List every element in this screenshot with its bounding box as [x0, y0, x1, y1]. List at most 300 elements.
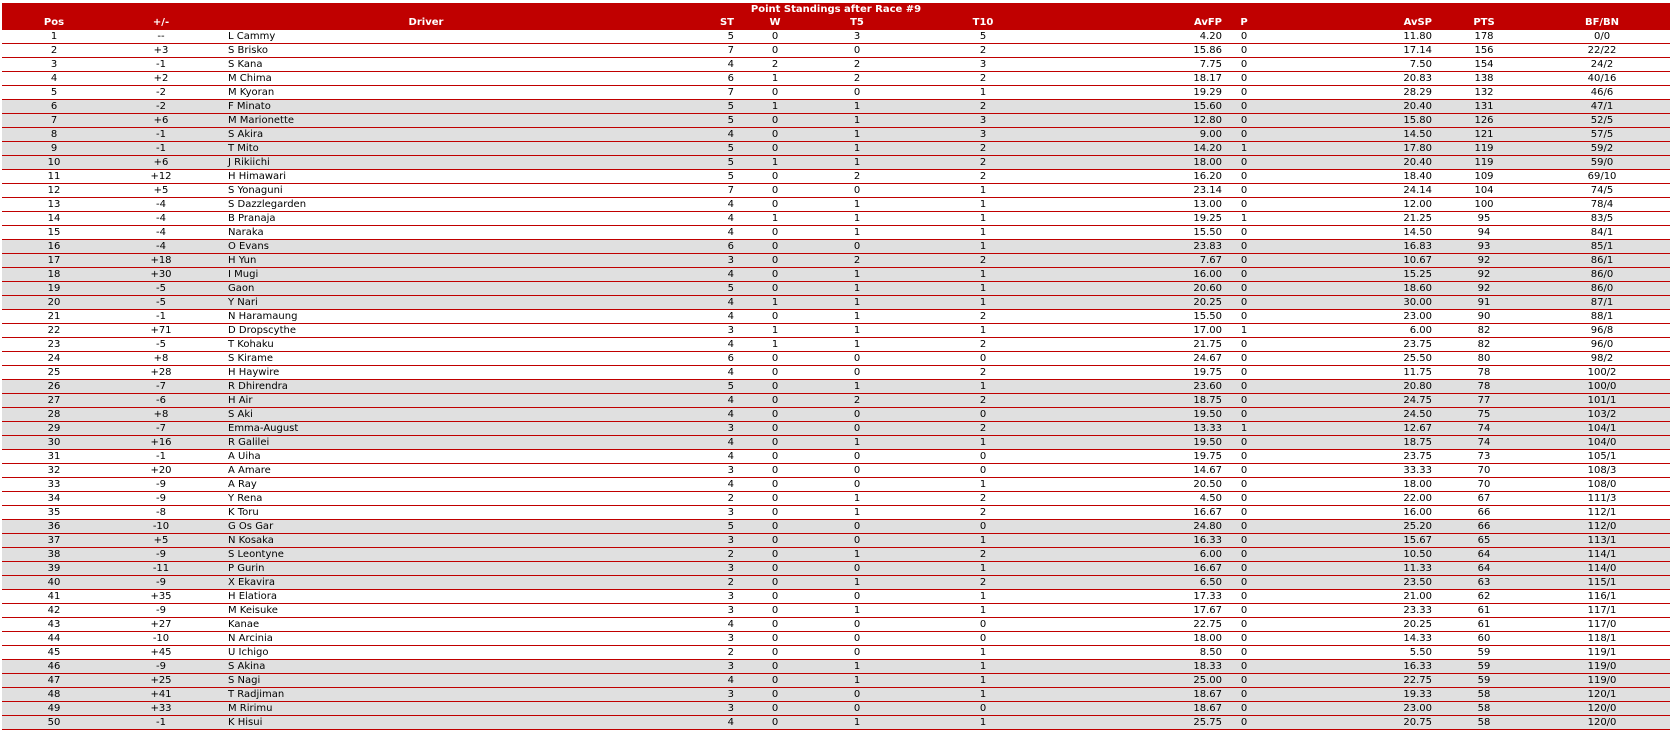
- pts-cell: 90: [1434, 310, 1534, 324]
- pts-cell: 80: [1434, 352, 1534, 366]
- avsp-cell: 17.80: [1264, 142, 1434, 156]
- st-cell: 7: [636, 184, 736, 198]
- st-cell: 4: [636, 268, 736, 282]
- top10-cell: 0: [900, 450, 1066, 464]
- top5-cell: 0: [814, 478, 900, 492]
- wins-cell: 1: [736, 156, 814, 170]
- poles-cell: 0: [1224, 492, 1264, 506]
- standings-body: [2, 3, 1670, 730]
- pts-cell: 77: [1434, 394, 1534, 408]
- pos-cell: 48: [2, 688, 106, 702]
- poles-cell: 0: [1224, 226, 1264, 240]
- bfbn-cell: 0/0: [1534, 30, 1670, 44]
- top5-cell: 0: [814, 464, 900, 478]
- top5-cell: 0: [814, 688, 900, 702]
- pts-cell: 132: [1434, 86, 1534, 100]
- avfp-cell: 18.33: [1066, 660, 1224, 674]
- top5-cell: 1: [814, 674, 900, 688]
- top10-cell: 0: [900, 352, 1066, 366]
- avfp-cell: 14.67: [1066, 464, 1224, 478]
- pts-cell: 58: [1434, 702, 1534, 716]
- bfbn-cell: 52/5: [1534, 114, 1670, 128]
- top10-cell: 2: [900, 72, 1066, 86]
- top10-cell: 1: [900, 380, 1066, 394]
- avsp-cell: 10.50: [1264, 548, 1434, 562]
- avfp-cell: 18.00: [1066, 156, 1224, 170]
- avfp-cell: 15.50: [1066, 226, 1224, 240]
- bfbn-cell: 108/3: [1534, 464, 1670, 478]
- pts-cell: 78: [1434, 366, 1534, 380]
- top10-cell: 1: [900, 226, 1066, 240]
- table-row: [2, 604, 1670, 618]
- change-cell: -9: [106, 548, 216, 562]
- column-header-w: W: [736, 16, 814, 30]
- avsp-cell: 21.25: [1264, 212, 1434, 226]
- bfbn-cell: 85/1: [1534, 240, 1670, 254]
- top5-cell: 0: [814, 44, 900, 58]
- poles-cell: 0: [1224, 716, 1264, 730]
- pts-cell: 93: [1434, 240, 1534, 254]
- avfp-cell: 15.86: [1066, 44, 1224, 58]
- change-cell: -9: [106, 660, 216, 674]
- pos-cell: 40: [2, 576, 106, 590]
- avfp-cell: 16.67: [1066, 506, 1224, 520]
- top10-cell: 2: [900, 310, 1066, 324]
- poles-cell: 0: [1224, 352, 1264, 366]
- st-cell: 3: [636, 422, 736, 436]
- bfbn-cell: 100/2: [1534, 366, 1670, 380]
- avfp-cell: 17.67: [1066, 604, 1224, 618]
- st-cell: 3: [636, 464, 736, 478]
- st-cell: 3: [636, 702, 736, 716]
- pts-cell: 74: [1434, 436, 1534, 450]
- change-cell: +41: [106, 688, 216, 702]
- top5-cell: 1: [814, 226, 900, 240]
- avfp-cell: 13.33: [1066, 422, 1224, 436]
- st-cell: 3: [636, 254, 736, 268]
- pts-cell: 73: [1434, 450, 1534, 464]
- wins-cell: 0: [736, 548, 814, 562]
- bfbn-cell: 98/2: [1534, 352, 1670, 366]
- st-cell: 6: [636, 352, 736, 366]
- wins-cell: 1: [736, 100, 814, 114]
- avfp-cell: 9.00: [1066, 128, 1224, 142]
- top5-cell: 1: [814, 716, 900, 730]
- bfbn-cell: 78/4: [1534, 198, 1670, 212]
- title-row: [2, 3, 1670, 16]
- bfbn-cell: 24/2: [1534, 58, 1670, 72]
- st-cell: 5: [636, 30, 736, 44]
- avsp-cell: 21.00: [1264, 590, 1434, 604]
- driver-cell: K Toru: [216, 506, 636, 520]
- pos-cell: 50: [2, 716, 106, 730]
- change-cell: +18: [106, 254, 216, 268]
- st-cell: 3: [636, 534, 736, 548]
- avsp-cell: 12.00: [1264, 198, 1434, 212]
- pos-cell: 38: [2, 548, 106, 562]
- avfp-cell: 7.75: [1066, 58, 1224, 72]
- bfbn-cell: 86/1: [1534, 254, 1670, 268]
- bfbn-cell: 87/1: [1534, 296, 1670, 310]
- top10-cell: 0: [900, 702, 1066, 716]
- avfp-cell: 4.20: [1066, 30, 1224, 44]
- bfbn-cell: 117/0: [1534, 618, 1670, 632]
- wins-cell: 0: [736, 128, 814, 142]
- change-cell: +27: [106, 618, 216, 632]
- wins-cell: 0: [736, 86, 814, 100]
- driver-cell: S Leontyne: [216, 548, 636, 562]
- st-cell: 5: [636, 142, 736, 156]
- st-cell: 7: [636, 86, 736, 100]
- column-header-st: ST: [636, 16, 736, 30]
- poles-cell: 0: [1224, 72, 1264, 86]
- top10-cell: 0: [900, 464, 1066, 478]
- change-cell: +6: [106, 156, 216, 170]
- top10-cell: 0: [900, 408, 1066, 422]
- st-cell: 5: [636, 170, 736, 184]
- top10-cell: 2: [900, 506, 1066, 520]
- top5-cell: 0: [814, 450, 900, 464]
- poles-cell: 0: [1224, 394, 1264, 408]
- wins-cell: 0: [736, 436, 814, 450]
- st-cell: 4: [636, 394, 736, 408]
- top5-cell: 1: [814, 380, 900, 394]
- change-cell: +8: [106, 408, 216, 422]
- avsp-cell: 15.80: [1264, 114, 1434, 128]
- change-cell: -1: [106, 58, 216, 72]
- bfbn-cell: 86/0: [1534, 282, 1670, 296]
- change-cell: +28: [106, 366, 216, 380]
- change-cell: +33: [106, 702, 216, 716]
- driver-cell: D Dropscythe: [216, 324, 636, 338]
- avsp-cell: 24.50: [1264, 408, 1434, 422]
- top5-cell: 0: [814, 618, 900, 632]
- poles-cell: 0: [1224, 548, 1264, 562]
- wins-cell: 1: [736, 296, 814, 310]
- pos-cell: 36: [2, 520, 106, 534]
- table-row: [2, 478, 1670, 492]
- avsp-cell: 14.50: [1264, 128, 1434, 142]
- st-cell: 3: [636, 688, 736, 702]
- avfp-cell: 18.75: [1066, 394, 1224, 408]
- pos-cell: 10: [2, 156, 106, 170]
- driver-cell: L Cammy: [216, 30, 636, 44]
- bfbn-cell: 116/1: [1534, 590, 1670, 604]
- page-title: Point Standings after Race #9: [2, 3, 1670, 16]
- avfp-cell: 14.20: [1066, 142, 1224, 156]
- wins-cell: 0: [736, 632, 814, 646]
- avsp-cell: 20.40: [1264, 100, 1434, 114]
- driver-cell: N Haramaung: [216, 310, 636, 324]
- table-row: [2, 296, 1670, 310]
- change-cell: -4: [106, 198, 216, 212]
- top5-cell: 1: [814, 296, 900, 310]
- bfbn-cell: 117/1: [1534, 604, 1670, 618]
- avsp-cell: 25.20: [1264, 520, 1434, 534]
- avfp-cell: 24.80: [1066, 520, 1224, 534]
- pos-cell: 1: [2, 30, 106, 44]
- table-row: [2, 562, 1670, 576]
- wins-cell: 0: [736, 380, 814, 394]
- avsp-cell: 20.75: [1264, 716, 1434, 730]
- top5-cell: 2: [814, 72, 900, 86]
- st-cell: 4: [636, 338, 736, 352]
- pts-cell: 104: [1434, 184, 1534, 198]
- wins-cell: 0: [736, 142, 814, 156]
- avfp-cell: 18.67: [1066, 688, 1224, 702]
- driver-cell: O Evans: [216, 240, 636, 254]
- table-row: [2, 142, 1670, 156]
- avfp-cell: 17.33: [1066, 590, 1224, 604]
- driver-cell: J Rikiichi: [216, 156, 636, 170]
- change-cell: -7: [106, 422, 216, 436]
- driver-cell: B Pranaja: [216, 212, 636, 226]
- top10-cell: 0: [900, 632, 1066, 646]
- bfbn-cell: 86/0: [1534, 268, 1670, 282]
- bfbn-cell: 59/2: [1534, 142, 1670, 156]
- driver-cell: S Yonaguni: [216, 184, 636, 198]
- top5-cell: 1: [814, 212, 900, 226]
- driver-cell: H Himawari: [216, 170, 636, 184]
- poles-cell: 0: [1224, 198, 1264, 212]
- driver-cell: S Kirame: [216, 352, 636, 366]
- pos-cell: 13: [2, 198, 106, 212]
- wins-cell: 0: [736, 660, 814, 674]
- table-row: [2, 366, 1670, 380]
- top5-cell: 3: [814, 30, 900, 44]
- wins-cell: 0: [736, 310, 814, 324]
- change-cell: +16: [106, 436, 216, 450]
- pos-cell: 27: [2, 394, 106, 408]
- pos-cell: 34: [2, 492, 106, 506]
- driver-cell: I Mugi: [216, 268, 636, 282]
- poles-cell: 0: [1224, 688, 1264, 702]
- bfbn-cell: 96/0: [1534, 338, 1670, 352]
- top5-cell: 0: [814, 422, 900, 436]
- top10-cell: 1: [900, 198, 1066, 212]
- top10-cell: 5: [900, 30, 1066, 44]
- top10-cell: 1: [900, 324, 1066, 338]
- avfp-cell: 4.50: [1066, 492, 1224, 506]
- avsp-cell: 25.50: [1264, 352, 1434, 366]
- st-cell: 3: [636, 604, 736, 618]
- pos-cell: 15: [2, 226, 106, 240]
- table-row: [2, 86, 1670, 100]
- pos-cell: 12: [2, 184, 106, 198]
- pos-cell: 4: [2, 72, 106, 86]
- driver-cell: Kanae: [216, 618, 636, 632]
- top10-cell: 1: [900, 184, 1066, 198]
- driver-cell: N Kosaka: [216, 534, 636, 548]
- driver-cell: R Galilei: [216, 436, 636, 450]
- pos-cell: 28: [2, 408, 106, 422]
- pts-cell: 156: [1434, 44, 1534, 58]
- avfp-cell: 16.20: [1066, 170, 1224, 184]
- driver-cell: S Brisko: [216, 44, 636, 58]
- avsp-cell: 18.00: [1264, 478, 1434, 492]
- top10-cell: 2: [900, 366, 1066, 380]
- wins-cell: 0: [736, 464, 814, 478]
- change-cell: +35: [106, 590, 216, 604]
- driver-cell: A Amare: [216, 464, 636, 478]
- top10-cell: 1: [900, 646, 1066, 660]
- top5-cell: 1: [814, 338, 900, 352]
- avfp-cell: 16.33: [1066, 534, 1224, 548]
- pts-cell: 59: [1434, 646, 1534, 660]
- top10-cell: 1: [900, 590, 1066, 604]
- avsp-cell: 23.00: [1264, 310, 1434, 324]
- poles-cell: 0: [1224, 310, 1264, 324]
- top10-cell: 2: [900, 422, 1066, 436]
- driver-cell: A Uiha: [216, 450, 636, 464]
- avsp-cell: 7.50: [1264, 58, 1434, 72]
- pts-cell: 61: [1434, 618, 1534, 632]
- top5-cell: 0: [814, 352, 900, 366]
- pts-cell: 138: [1434, 72, 1534, 86]
- top10-cell: 1: [900, 86, 1066, 100]
- poles-cell: 1: [1224, 142, 1264, 156]
- top10-cell: 0: [900, 618, 1066, 632]
- driver-cell: Emma-August: [216, 422, 636, 436]
- avsp-cell: 23.75: [1264, 338, 1434, 352]
- table-row: [2, 324, 1670, 338]
- table-row: [2, 464, 1670, 478]
- change-cell: -1: [106, 310, 216, 324]
- pts-cell: 94: [1434, 226, 1534, 240]
- wins-cell: 0: [736, 366, 814, 380]
- poles-cell: 0: [1224, 646, 1264, 660]
- driver-cell: Gaon: [216, 282, 636, 296]
- wins-cell: 0: [736, 30, 814, 44]
- table-row: [2, 198, 1670, 212]
- column-header-bfbn: BF/BN: [1534, 16, 1670, 30]
- driver-cell: P Gurin: [216, 562, 636, 576]
- avsp-cell: 16.83: [1264, 240, 1434, 254]
- bfbn-cell: 103/2: [1534, 408, 1670, 422]
- avsp-cell: 11.33: [1264, 562, 1434, 576]
- avfp-cell: 18.17: [1066, 72, 1224, 86]
- pos-cell: 41: [2, 590, 106, 604]
- wins-cell: 0: [736, 506, 814, 520]
- avsp-cell: 16.00: [1264, 506, 1434, 520]
- change-cell: +20: [106, 464, 216, 478]
- bfbn-cell: 100/0: [1534, 380, 1670, 394]
- table-row: [2, 618, 1670, 632]
- bfbn-cell: 84/1: [1534, 226, 1670, 240]
- poles-cell: 0: [1224, 366, 1264, 380]
- change-cell: -9: [106, 604, 216, 618]
- pts-cell: 74: [1434, 422, 1534, 436]
- driver-cell: M Keisuke: [216, 604, 636, 618]
- wins-cell: 0: [736, 590, 814, 604]
- driver-cell: M Chima: [216, 72, 636, 86]
- st-cell: 3: [636, 632, 736, 646]
- bfbn-cell: 47/1: [1534, 100, 1670, 114]
- change-cell: -4: [106, 240, 216, 254]
- top5-cell: 2: [814, 254, 900, 268]
- header-row: [2, 16, 1670, 30]
- wins-cell: 0: [736, 352, 814, 366]
- avsp-cell: 18.60: [1264, 282, 1434, 296]
- driver-cell: H Elatiora: [216, 590, 636, 604]
- poles-cell: 0: [1224, 128, 1264, 142]
- avsp-cell: 11.75: [1264, 366, 1434, 380]
- st-cell: 5: [636, 282, 736, 296]
- st-cell: 4: [636, 674, 736, 688]
- pts-cell: 95: [1434, 212, 1534, 226]
- top10-cell: 2: [900, 100, 1066, 114]
- st-cell: 2: [636, 576, 736, 590]
- top10-cell: 1: [900, 674, 1066, 688]
- top10-cell: 1: [900, 296, 1066, 310]
- driver-cell: F Minato: [216, 100, 636, 114]
- change-cell: -10: [106, 632, 216, 646]
- pts-cell: 119: [1434, 142, 1534, 156]
- top5-cell: 0: [814, 184, 900, 198]
- change-cell: -1: [106, 142, 216, 156]
- poles-cell: 0: [1224, 576, 1264, 590]
- avfp-cell: 16.67: [1066, 562, 1224, 576]
- avfp-cell: 19.50: [1066, 436, 1224, 450]
- pts-cell: 63: [1434, 576, 1534, 590]
- st-cell: 3: [636, 590, 736, 604]
- top10-cell: 2: [900, 338, 1066, 352]
- pts-cell: 60: [1434, 632, 1534, 646]
- pts-cell: 70: [1434, 464, 1534, 478]
- table-row: [2, 184, 1670, 198]
- avfp-cell: 19.75: [1066, 366, 1224, 380]
- wins-cell: 0: [736, 688, 814, 702]
- pos-cell: 6: [2, 100, 106, 114]
- pts-cell: 91: [1434, 296, 1534, 310]
- top5-cell: 0: [814, 86, 900, 100]
- pos-cell: 14: [2, 212, 106, 226]
- pts-cell: 70: [1434, 478, 1534, 492]
- st-cell: 4: [636, 450, 736, 464]
- top5-cell: 0: [814, 408, 900, 422]
- top5-cell: 1: [814, 198, 900, 212]
- avsp-cell: 23.33: [1264, 604, 1434, 618]
- avsp-cell: 33.33: [1264, 464, 1434, 478]
- driver-cell: T Radjiman: [216, 688, 636, 702]
- column-header-p: P: [1224, 16, 1264, 30]
- driver-cell: N Arcinia: [216, 632, 636, 646]
- top10-cell: 2: [900, 44, 1066, 58]
- top5-cell: 1: [814, 268, 900, 282]
- table-row: [2, 674, 1670, 688]
- avfp-cell: 6.00: [1066, 548, 1224, 562]
- top5-cell: 1: [814, 660, 900, 674]
- top5-cell: 1: [814, 506, 900, 520]
- poles-cell: 0: [1224, 436, 1264, 450]
- wins-cell: 0: [736, 198, 814, 212]
- top10-cell: 1: [900, 660, 1066, 674]
- top5-cell: 0: [814, 562, 900, 576]
- change-cell: -4: [106, 212, 216, 226]
- change-cell: -1: [106, 450, 216, 464]
- table-row: [2, 394, 1670, 408]
- pts-cell: 178: [1434, 30, 1534, 44]
- top10-cell: 1: [900, 478, 1066, 492]
- table-row: [2, 380, 1670, 394]
- standings-sheet: [2, 3, 1670, 730]
- change-cell: +5: [106, 534, 216, 548]
- table-row: [2, 352, 1670, 366]
- pts-cell: 92: [1434, 254, 1534, 268]
- top5-cell: 0: [814, 590, 900, 604]
- table-row: [2, 226, 1670, 240]
- column-header-avfp: AvFP: [1066, 16, 1224, 30]
